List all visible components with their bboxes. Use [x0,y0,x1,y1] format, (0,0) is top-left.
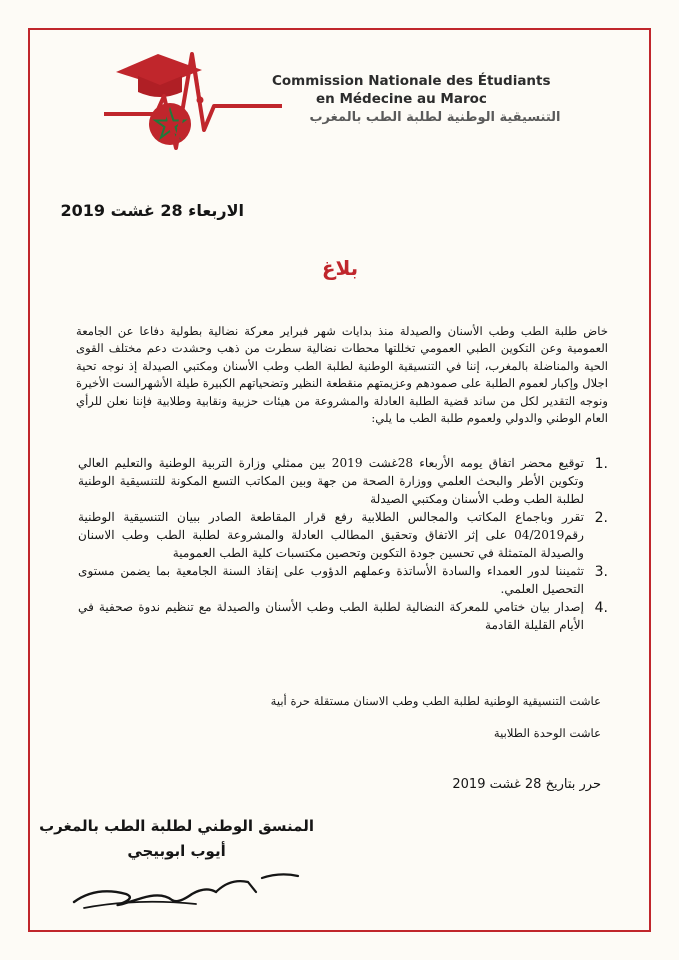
signatory-title: المنسق الوطني لطلبة الطب بالمغرب [39,817,314,835]
item-number: 3. [594,564,608,580]
document-title: بلاغ [321,256,359,280]
org-name-line1: Commission Nationale des Étudiants [272,73,551,89]
intro-paragraph: خاض طلبة الطب وطب الأسنان والصيدلة منذ بدايات شهر فبراير معركة نضالية بطولية دفاعا عن الجامعة العمومية وعن التكوين الطبي العمومي تخللتها محطات نضالية سطرت من ذهب وحشدت دعم مختلف القوى الحية والمناضلة بالمغرب، إننا في التنسيقية الوطنية لطلبة الطب وطب الأسنان ومكتبي الصيدلة إذ نوجه تحية اجلال وإكبار لعموم الطلبة على صمودهم وعزيمتهم منقطعة النظير وتضحياتهم الكبيرة طيلة الأشهرالست الأخيرة ونوجه التقدير لكل من ساند قضية الطلبة العادلة والمشروعة من هيئات حزبية ونقابية وطلابية فإننا نعلن للرأي العام الوطني والدولي ولعموم طلبة الطب ما يلي: [76,324,608,426]
closing-slogans [271,692,601,756]
signatory-name: أيوب ابوبيجي [127,842,226,860]
document-date: الاربعاء 28 غشت 2019 [60,201,244,220]
signatory-block [39,814,314,864]
organization-name-fr [272,72,612,108]
item-number: 4. [594,600,608,616]
item-text: إصدار بيان ختامي للمعركة النضالية لطلبة الطب وطب الأسنان والصيدلة مع تنظيم ندوة صحفية في الأيام القليلة القادمة [78,600,584,632]
item-text: توقيع محضر اتفاق يومه الأربعاء 28غشت 2019 بين ممثلي وزارة التربية الوطنية والتعليم العالي وتكوين الأطر والبحث العلمي ووزارة الصحة من جهة وبين المكاتب التسع المكونة للتنسيقية الوطنية لطلبة الطب وطب الأسنان ومكتبي الصيدلة [78,456,584,506]
organization-name-ar: التنسيقية الوطنية لطلبة الطب بالمغرب [309,110,561,125]
item-number: 1. [594,456,608,472]
decisions-list [78,454,608,634]
handwritten-signature [66,868,306,912]
list-item [78,598,608,634]
list-item [78,562,608,598]
list-item [78,508,608,562]
signed-date: حرر بتاريخ 28 غشت 2019 [452,777,601,792]
item-number: 2. [594,510,608,526]
list-item [78,454,608,508]
item-text: تثميننا لدور العمداء والسادة الأساتذة وعملهم الدؤوب على إنقاذ السنة الجامعية بما يضمن مستوى التحصيل العلمي. [78,564,584,596]
item-text: تقرر وباجماع المكاتب والمجالس الطلابية رفع قرار المقاطعة الصادر ببيان التنسيقية الوطنية رقم04/2019 على إثر الاتفاق وتحقيق المطالب العادلة والمشروعة لطلبة الطب وطب الاسنان والصيدلة المتمثلة في تحسين جودة التكوين وتحصين مكتسبات كلية الطب العمومية [78,510,584,560]
closing-line: عاشت التنسيقية الوطنية لطلبة الطب وطب الاسنان مستقلة حرة أبية [270,694,601,708]
commission-logo [100,40,290,150]
closing-line: عاشت الوحدة الطلابية [493,726,601,740]
org-name-line2: en Médecine au Maroc [316,91,487,107]
